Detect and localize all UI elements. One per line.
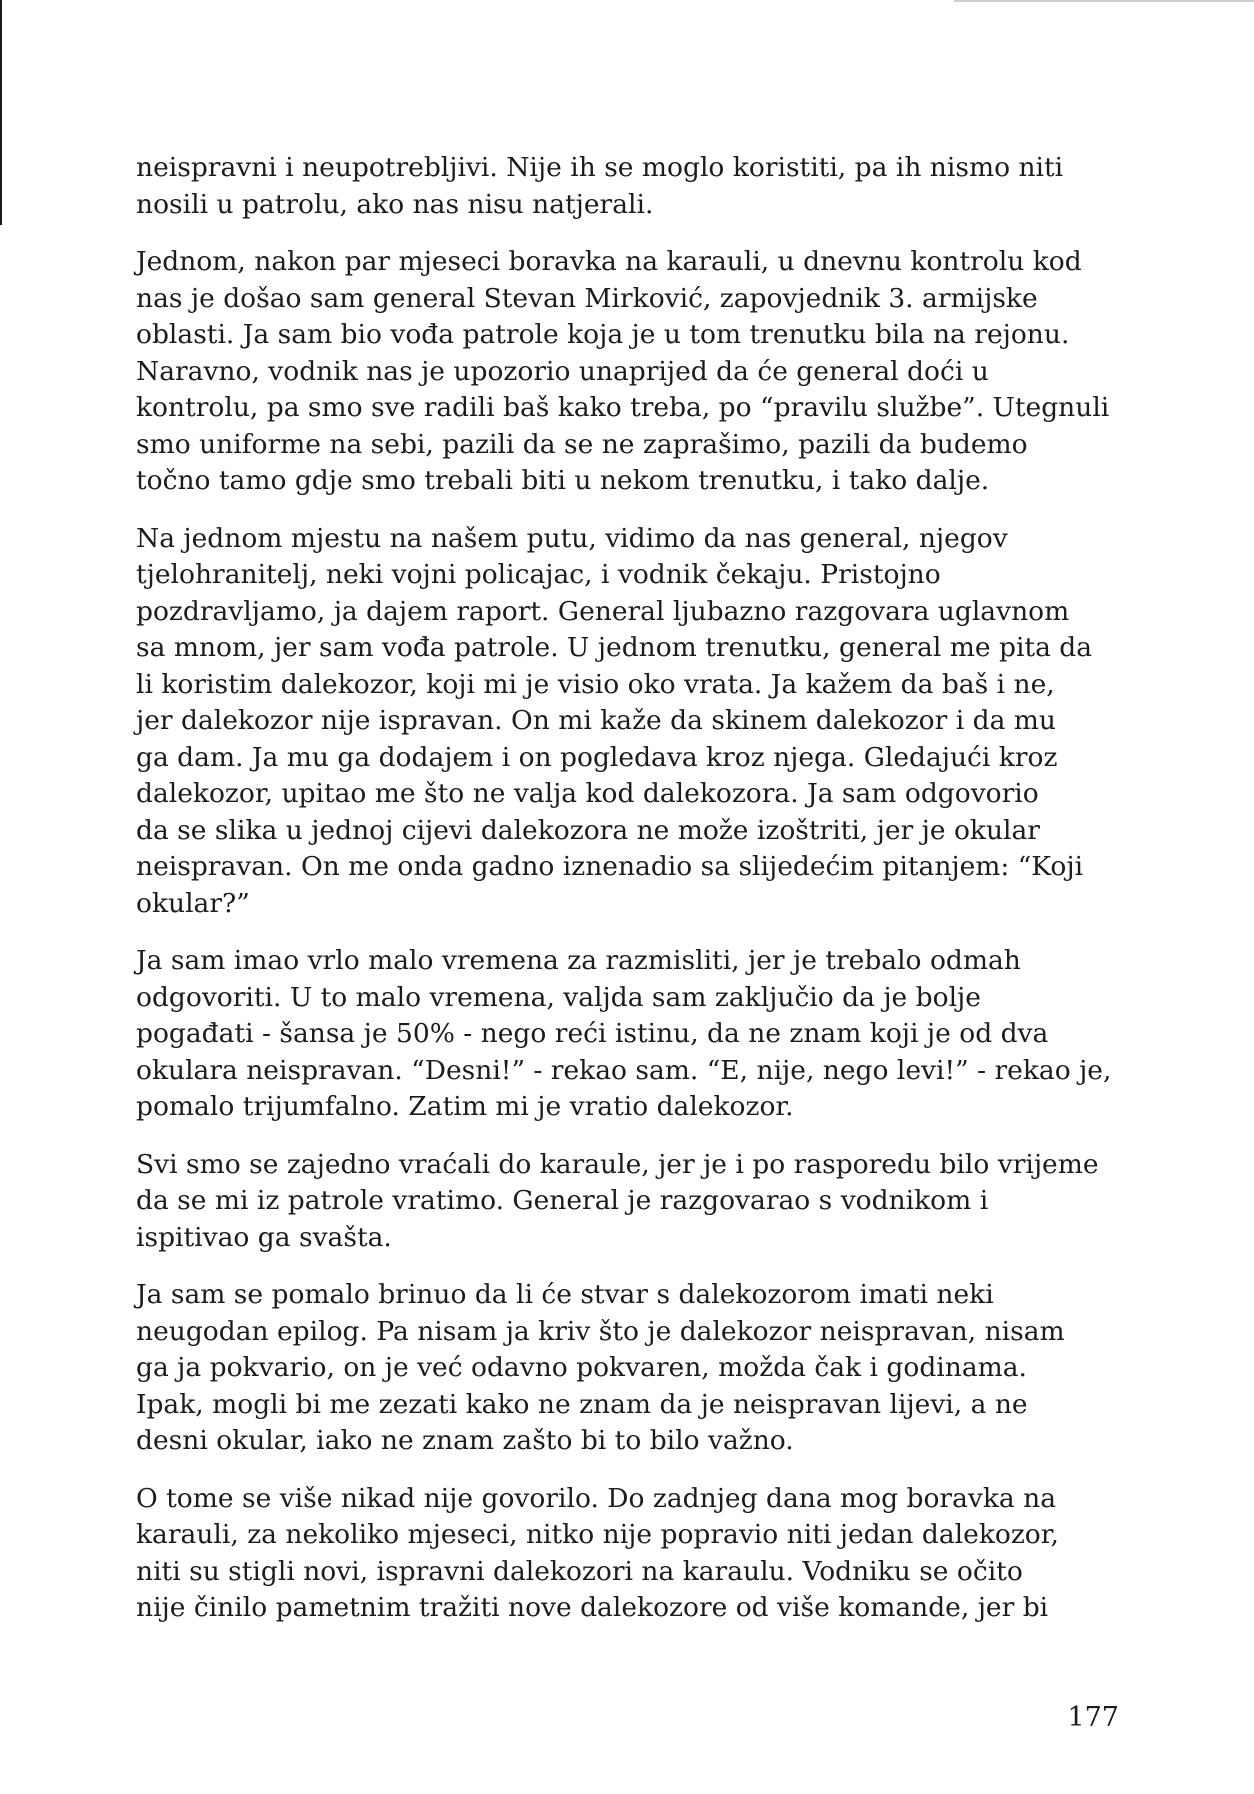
scan-edge-top [954,0,1254,2]
paragraph-7 [136,1481,1116,1627]
text-line: ga ja pokvario, on je već odavno pokvaren, možda čak i godinama. [136,1352,1027,1383]
text-line: O tome se više nikad nije govorilo. Do zadnjeg dana mog boravka na [136,1482,1057,1514]
text-line: ispitivao ga svašta. [136,1221,392,1253]
text-line: karauli, za nekoliko mjeseci, nitko nije popravio niti jedan dalekozor, [136,1519,1059,1550]
text-line: Jednom, nakon par mjeseci boravka na karauli, u dnevnu kontrolu kod [136,246,1082,277]
text-line: okulara neispravan. “Desni!” - rekao sam. “E, nije, nego levi!” - rekao je, [136,1054,1112,1086]
text-line: Na jednom mjestu na našem putu, vidimo da nas general, njegov [136,522,1008,554]
text-line: oblasti. Ja sam bio vođa patrole koja je u tom trenutku bila na rejonu. [136,319,1070,350]
text-line: neispravan. On me onda gadno iznenadio sa slijedećim pitanjem: “Koji [136,851,1084,882]
page-text-body [136,150,1116,1648]
text-line: da se slika u jednoj cijevi dalekozora ne može izoštriti, jer je okular [136,814,1040,846]
text-line: nosili u patrolu, ako nas nisu natjerali. [136,188,654,220]
text-line: neugodan epilog. Pa nisam ja kriv što je dalekozor neispravan, nisam [136,1315,1065,1347]
text-line: dalekozor, upitao me što ne valja kod dalekozora. Ja sam odgovorio [136,778,1039,809]
page-number: 177 [1067,1702,1119,1733]
text-line: Ipak, mogli bi me zezati kako ne znam da je neispravan lijevi, a ne [136,1388,1028,1420]
text-line: li koristim dalekozor, koji mi je visio oko vrata. Ja kažem da baš i ne, [136,668,1055,700]
text-line: pomalo trijumfalno. Zatim mi je vratio dalekozor. [136,1091,794,1122]
text-line: niti su stigli novi, ispravni dalekozori na karaulu. Vodniku se očito [136,1555,1023,1587]
text-line: ga dam. Ja mu ga dodajem i on pogledava kroz njega. Gledajući kroz [136,741,1058,773]
text-line: okular?” [136,887,250,919]
paragraph-6 [136,1277,1116,1460]
text-line: pozdravljamo, ja dajem raport. General ljubazno razgovara uglavnom [136,595,1070,627]
text-line: Svi smo se zajedno vraćali do karaule, jer je i po rasporedu bilo vrijeme [136,1148,1099,1180]
text-line: desni okular, iako ne znam zašto bi to bilo važno. [136,1425,794,1456]
text-line: odgovoriti. U to malo vremena, valjda sam zaključio da je bolje [136,981,981,1013]
text-line: Ja sam se pomalo brinuo da li će stvar s dalekozorom imati neki [136,1279,994,1310]
text-line: tjelohranitelj, neki vojni policajac, i vodnik čekaju. Pristojno [136,559,941,590]
text-line: sa mnom, jer sam vođa patrole. U jednom trenutku, general me pita da [136,632,1093,663]
paragraph-5 [136,1147,1116,1257]
paragraph-1 [136,150,1116,223]
scan-edge-left [0,0,2,225]
text-line: točno tamo gdje smo trebali biti u nekom trenutku, i tako dalje. [136,465,990,496]
paragraph-3 [136,521,1116,923]
text-line: pogađati - šansa je 50% - nego reći istinu, da ne znam koji je od dva [136,1018,1049,1049]
text-line: nije činilo pametnim tražiti nove dalekozore od više komande, jer bi [136,1592,1049,1623]
text-line: neispravni i neupotrebljivi. Nije ih se moglo koristiti, pa ih nismo niti [136,152,1064,183]
text-line: jer dalekozor nije ispravan. On mi kaže da skinem dalekozor i da mu [136,705,1056,736]
paragraph-4 [136,943,1116,1126]
text-line: nas je došao sam general Stevan Mirković, zapovjednik 3. armijske [136,282,1038,314]
text-line: Ja sam imao vrlo malo vremena za razmisliti, jer je trebalo odmah [136,945,1021,976]
text-line: smo uniforme na sebi, pazili da se ne zaprašimo, pazili da budemo [136,428,1028,460]
text-line: Naravno, vodnik nas je upozorio unaprijed da će general doći u [136,355,989,387]
text-line: da se mi iz patrole vratimo. General je razgovarao s vodnikom i [136,1185,989,1216]
text-line: kontrolu, pa smo sve radili baš kako treba, po “pravilu službe”. Utegnuli [136,392,1110,423]
paragraph-2 [136,244,1116,500]
